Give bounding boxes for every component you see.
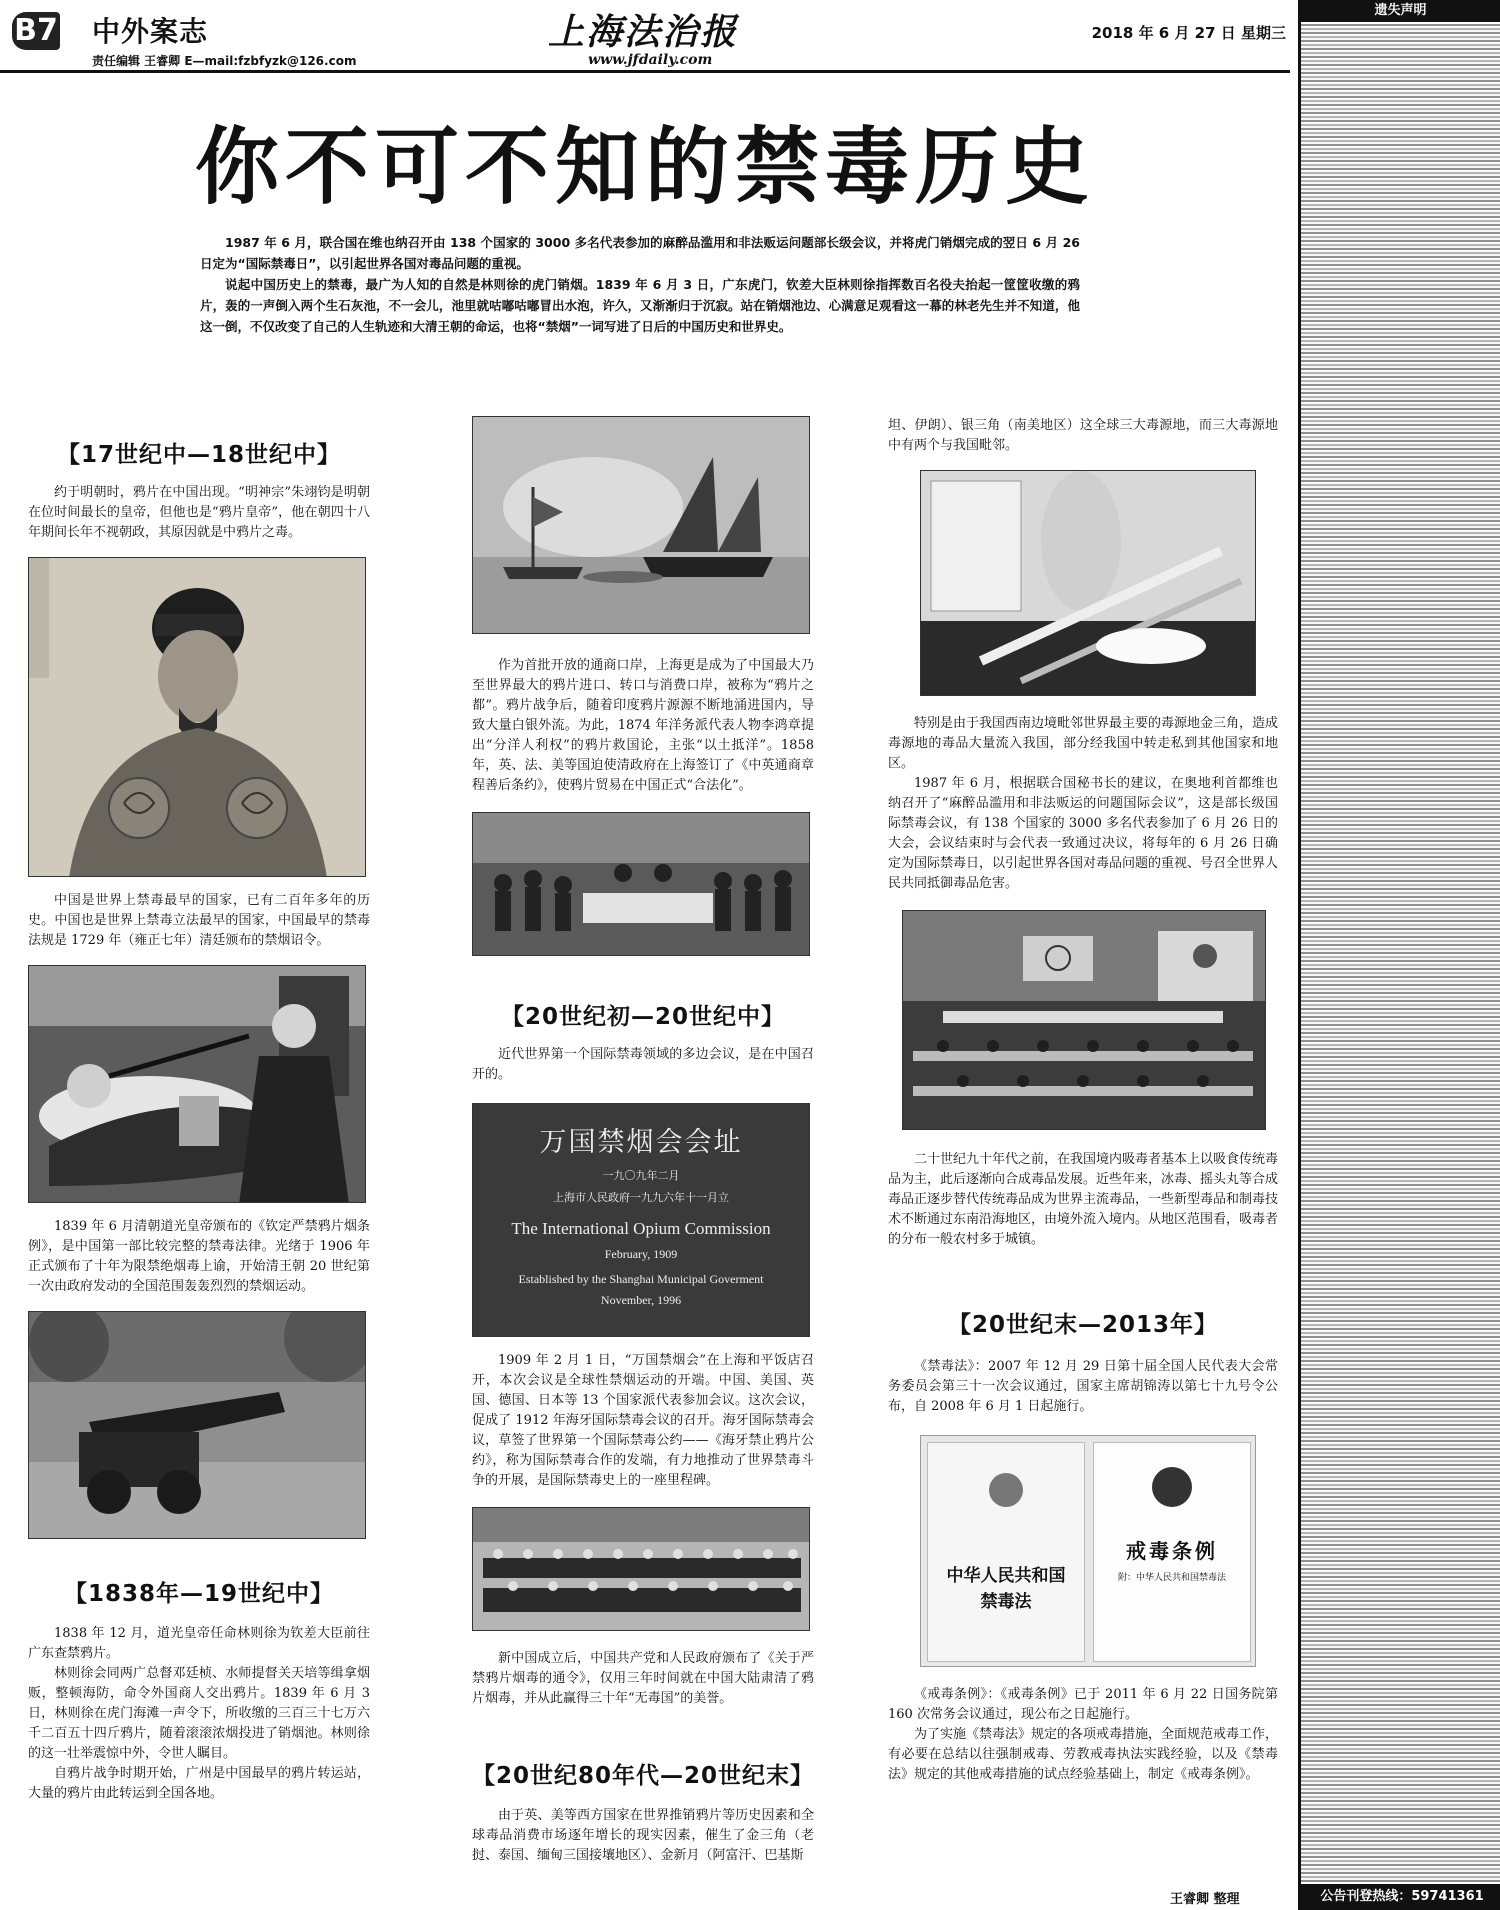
notices-fine-print	[1301, 24, 1500, 1882]
section-title: 【20世纪初—20世纪中】	[500, 1004, 785, 1030]
paragraph: 坦、伊朗）、银三角（南美地区）这全球三大毒源地，而三大毒源地中有两个与我国毗邻。	[888, 418, 1278, 453]
ad-hotline: 公告刊登热线：59741361	[1301, 1884, 1500, 1910]
paragraph: 《戒毒条例》：《戒毒条例》已于 2011 年 6 月 22 日国务院第 160 次常务会议通过，现公布之日起施行。	[888, 1687, 1278, 1722]
section-name: 中外案志	[92, 15, 209, 48]
publication-date: 2018 年 6 月 27 日 星期三	[1091, 24, 1286, 42]
paragraph: 由于英、美等西方国家在世界推销鸦片等历史因素和全球毒品消费市场逐年增长的现实因素，催生了金三角（老挝、泰国、缅甸三国接壤地区）、金新月（阿富汗、巴基斯	[472, 1808, 814, 1863]
signing-illustration	[473, 813, 810, 956]
drugs-syringe-photo	[920, 470, 1256, 696]
plaque-erected: 上海市人民政府一九九六年十一月立	[553, 1191, 729, 1204]
lost-notices-column	[1298, 0, 1500, 1910]
law-books-photo	[920, 1435, 1256, 1667]
un-conference-photo	[902, 910, 1266, 1130]
plaque-english-year: November, 1996	[600, 1293, 682, 1307]
plaque-title: 万国禁烟会会址	[539, 1127, 743, 1158]
paragraph: 约于明朝时，鸦片在中国出现。“明神宗”朱翊钧是明朝在位时间最长的皇帝，但他也是“鸦片皇帝”，他在朝四十八年期间长年不视朝政，其原因就是中鸦片之毒。	[28, 485, 370, 540]
article-body	[472, 1649, 814, 1709]
paragraph: 1987 年 6 月，根据联合国秘书长的建议，在奥地利首都维也纳召开了“麻醉品滥用和非法贩运的问题国际会议”，这是部长级国际禁毒会议，有 138 个国家的 3000 多名代表参加了 6 月 26 日的大会，会议结束时与会代表一致通过决议，将每年的 6 月 26 日确定为国际禁毒日，以引起世界各国对毒品问题的重视、号召全世界人民共同抵御毒品危害。	[888, 776, 1279, 891]
paragraph: 作为首批开放的通商口岸，上海更是成为了中国最大乃至世界最大的鸦片进口、转口与消费口岸，被称为“鸦片之都”。鸦片战争后，随着印度鸦片源源不断地涌进国内，导致大量白银外流。为此，1874 年洋务派代表人物李鸿章提出“分洋人利权”的鸦片救国论，主张“以土抵洋”。1858 年，英、法、美等国迫使清政府在上海签订了《中英通商章程善后条约》，使鸦片贸易在中国正式“合法化”。	[472, 658, 814, 793]
section-title: 【20世纪80年代—20世纪末】	[472, 1763, 815, 1789]
paragraph: 1839 年 6 月清朝道光皇帝颁布的《钦定严禁鸦片烟条例》，是中国第一部比较完整的禁毒法律。光绪于 1906 年正式颁布了十年为限禁绝烟毒上谕，开始清王朝 20 世纪第一次由政府发动的全国范围轰轰烈烈的禁烟运动。	[28, 1219, 370, 1294]
header-rule	[0, 70, 1290, 73]
column-2	[472, 400, 814, 1866]
plaque-english-by: Established by the Shanghai Municipal Goverment	[518, 1272, 764, 1286]
paper-url[interactable]: www.jfdaily.com	[588, 52, 713, 68]
ships-illustration	[473, 417, 810, 634]
plaque-english-title: The International Opium Commission	[511, 1219, 771, 1238]
delegates-group-photo	[472, 1507, 810, 1631]
article-body	[28, 891, 370, 951]
opium-war-ships-painting	[472, 416, 810, 634]
drug-control-law-book	[927, 1442, 1085, 1662]
section-title: 【17世纪中—18世纪中】	[56, 442, 341, 468]
conference-illustration	[903, 911, 1266, 1130]
column-3	[888, 400, 1278, 1785]
byline: 王睿卿 整理	[1170, 1892, 1240, 1907]
article-body	[472, 656, 814, 796]
paragraph: 二十世纪九十年代之前，在我国境内吸毒者基本上以吸食传统毒品为主，此后逐渐向合成毒品发展。近些年来，冰毒、摇头丸等合成毒品正逐步替代传统毒品成为世界主流毒品，一些新型毒品和制毒技术不断通过东南沿海地区，由境外流入境内。从地区范围看，吸毒者的分布一般农村多于城镇。	[888, 1152, 1279, 1247]
section-title: 【1838年—19世纪中】	[63, 1581, 335, 1607]
paragraph: 为了实施《禁毒法》规定的各项戒毒措施，全面规范戒毒工作，有必要在总结以往强制戒毒、劳教戒毒执法实践经验，以及《禁毒法》规定的其他戒毒措施的试点经验基础上，制定《戒毒条例》。	[888, 1727, 1279, 1782]
book-subtitle: 附：中华人民共和国禁毒法	[1117, 1573, 1226, 1583]
opium-smokers-photo	[28, 965, 366, 1203]
cannon-illustration	[29, 1312, 366, 1539]
page-number-badge: B7	[12, 12, 60, 50]
article-body	[472, 1351, 814, 1491]
intro-paragraph: 说起中国历史上的禁毒，最广为人知的自然是林则徐的虎门销烟。1839 年 6 月 3 日，广东虎门，钦差大臣林则徐指挥数百名役夫抬起一筐筐收缴的鸦片，轰的一声倒入两个生石灰池，不一会儿，池里就咕嘟咕嘟冒出水泡，许久，又渐渐归于沉寂。站在销烟池边、心满意足观看这一幕的林老先生并不知道，他这一倒，不仅改变了自己的人生轨迹和大清王朝的命运，也将“禁烟”一词写进了日后的中国历史和世界史。	[200, 277, 1080, 334]
portrait-illustration	[29, 558, 366, 877]
drug-rehab-regulations-book	[1093, 1442, 1251, 1662]
paragraph: 林则徐会同两广总督邓廷桢、水师提督关天培等缉拿烟贩，整顿海防，命令外国商人交出鸦片。1839 年 6 月 3 日，林则徐在虎门海滩一声令下，所收缴的三百三十七万六千二百五十四斤鸦片，随着滚滚浓烟投进了销烟池。林则徐的这一壮举震惊中外，令世人瞩目。	[28, 1666, 370, 1761]
opium-commission-plaque	[472, 1103, 810, 1337]
headline: 你不可不知的禁毒历史	[194, 118, 1095, 216]
paragraph: 特别是由于我国西南边境毗邻世界最主要的毒源地金三角，造成毒源地的毒品大量流入我国，部分经我国中转走私到其他国家和地区。	[888, 716, 1279, 771]
paragraph: 1909 年 2 月 1 日，“万国禁烟会”在上海和平饭店召开，本次会议是全球性禁烟运动的开端。中国、美国、英国、德国、日本等 13 个国家派代表参加会议。这次会议，促成了 1912 年海牙国际禁毒会议的召开。海牙国际禁毒会议，草签了世界第一个国际禁毒公约——《海牙禁止鸦片公约》，称为国际禁毒合作的发端，有力地推动了世界禁毒斗争的开展，是国际禁毒史上的一座里程碑。	[472, 1353, 814, 1488]
column-1	[28, 400, 370, 1804]
paragraph: 新中国成立后，中国共产党和人民政府颁布了《关于严禁鸦片烟毒的通令》，仅用三年时间就在中国大陆肃清了鸦片烟毒，并从此赢得三十年“无毒国”的美誉。	[472, 1651, 814, 1706]
article-body	[472, 1045, 814, 1085]
editor-line: 责任编辑 王睿卿 E—mail:fzbfyzk@126.com	[92, 54, 357, 68]
opium-smokers-illustration	[29, 966, 366, 1203]
article-body	[472, 1806, 814, 1866]
book-title: 中华人民共和国禁毒法	[946, 1566, 1066, 1612]
paper-logo: 上海法治报	[548, 11, 739, 53]
notices-title: 遗失声明	[1301, 0, 1500, 22]
humen-cannon-photo	[28, 1311, 366, 1539]
treaty-signing-painting	[472, 812, 810, 956]
drugs-illustration	[921, 471, 1256, 696]
article-body	[888, 1357, 1278, 1417]
group-photo-illustration	[473, 1508, 810, 1631]
section-title: 【20世纪末—2013年】	[947, 1312, 1219, 1338]
article-body	[888, 1150, 1278, 1250]
national-emblem-icon	[989, 1473, 1023, 1507]
paragraph: 近代世界第一个国际禁毒领域的多边会议，是在中国召开的。	[472, 1047, 814, 1082]
article-body	[888, 714, 1278, 894]
ming-emperor-portrait	[28, 557, 366, 877]
paragraph: 1838 年 12 月，道光皇帝任命林则徐为钦差大臣前往广东查禁鸦片。	[28, 1626, 370, 1661]
national-emblem-icon	[1152, 1467, 1192, 1507]
article-body	[28, 1624, 370, 1804]
paragraph: 自鸦片战争时期开始，广州是中国最早的鸦片转运站，大量的鸦片由此转运到全国各地。	[28, 1766, 370, 1801]
article-body	[28, 1217, 370, 1297]
paragraph: 《禁毒法》：2007 年 12 月 29 日第十届全国人民代表大会常务委员会第三十一次会议通过，国家主席胡锦涛以第七十九号令公布，自 2008 年 6 月 1 日起施行。	[888, 1359, 1278, 1414]
article-body	[28, 483, 370, 543]
intro-paragraph: 1987 年 6 月，联合国在维也纳召开由 138 个国家的 3000 多名代表参加的麻醉品滥用和非法贩运问题部长级会议，并将虎门销烟完成的翌日 6 月 26 日定为“国际禁毒日”，以引起世界各国对毒品问题的重视。	[200, 235, 1080, 271]
article-body	[888, 1685, 1278, 1785]
paragraph: 中国是世界上禁毒最早的国家，已有二百年多年的历史。中国也是世界上禁毒立法最早的国家，中国最早的禁毒法规是 1729 年（雍正七年）清廷颁布的禁烟诏令。	[28, 893, 370, 948]
plaque-date: 一九〇九年二月	[602, 1169, 680, 1182]
article-body	[888, 416, 1278, 456]
plaque-english-date: February, 1909	[604, 1247, 678, 1261]
intro-block	[200, 232, 1080, 337]
page-header	[0, 0, 1290, 72]
book-title: 戒毒条例	[1126, 1539, 1218, 1563]
